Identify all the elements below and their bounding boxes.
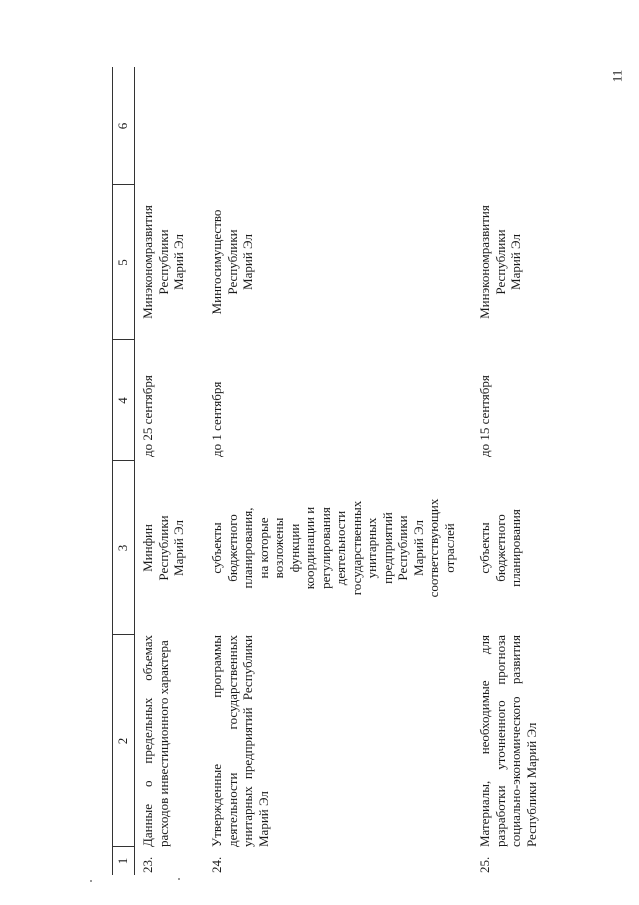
row-24-responsible-line: Республики xyxy=(395,515,410,581)
header-bottom-rule xyxy=(134,67,135,875)
row-25-deadline: до 15 сентября xyxy=(477,375,492,457)
page-number: 11 xyxy=(609,69,625,83)
row-23-recipient-line: Республики xyxy=(155,229,171,295)
row-24-responsible-line: Марий Эл xyxy=(410,520,426,576)
row-24-responsible-line: предприятий xyxy=(379,512,395,584)
header-col-3: 3 xyxy=(115,544,130,552)
row-24-responsible xyxy=(209,465,457,631)
row-24-responsible-line: функции xyxy=(286,523,302,573)
row-25-recipient xyxy=(477,177,524,347)
row-24-responsible-line: отраслей xyxy=(441,523,457,573)
row-24-responsible-line: бюджетного xyxy=(224,514,240,582)
scan-speck xyxy=(90,880,92,882)
row-24-responsible-line: унитарных xyxy=(364,517,379,579)
row-23-responsible xyxy=(140,471,187,625)
row-24-recipient-line: Марий Эл xyxy=(240,234,255,290)
row-23-recipient xyxy=(140,177,187,347)
row-25-number: 25. xyxy=(477,856,492,873)
header-col-6: 6 xyxy=(115,122,130,130)
row-24-responsible-line: деятельности xyxy=(333,510,348,586)
row-23-responsible-line: Марий Эл xyxy=(171,520,186,576)
row-23-responsible-line: Республики xyxy=(155,515,171,581)
row-25-responsible-line: планирования xyxy=(508,509,523,587)
row-23-recipient-line: Минэкономразвития xyxy=(140,205,155,319)
row-24-responsible-line: регулирования xyxy=(317,507,333,589)
row-24-responsible-line: субъекты xyxy=(209,522,224,574)
row-25-description: Материалы, необходимые для разработки уточненного прогноза социально-экономического развития Республики Марий Эл xyxy=(477,635,539,847)
row-25-recipient-line: Республики xyxy=(492,229,508,295)
row-23-description: Данные о предельных объемах расходов инвестиционного характера xyxy=(140,635,171,847)
row-24-description: Утвержденные программы деятельности государственных унитарных предприятий Республики Марий Эл xyxy=(209,635,271,847)
row-24-recipient-line: Мингосимущество xyxy=(209,209,224,315)
row-25-recipient-line: Марий Эл xyxy=(508,234,523,290)
header-col-4: 4 xyxy=(115,397,130,404)
row-24-responsible-line: соответствующих xyxy=(426,498,441,598)
row-25-responsible xyxy=(477,471,524,625)
header-col-1: 1 xyxy=(115,857,130,865)
row-23-number: 23. xyxy=(140,856,155,873)
row-24-responsible-line: координации и xyxy=(302,506,317,590)
row-24-deadline: до 1 сентября xyxy=(209,381,224,457)
scan-speck xyxy=(178,878,180,880)
rotated-table xyxy=(112,67,539,875)
row-24-responsible-line: государственных xyxy=(348,500,364,596)
row-25-responsible-line: субъекты xyxy=(477,522,492,574)
header-col-5: 5 xyxy=(115,259,130,266)
row-24-responsible-line: возложены xyxy=(271,517,286,579)
header-col-2: 2 xyxy=(115,737,130,745)
row-23-recipient-line: Марий Эл xyxy=(171,234,186,290)
row-24-number: 24. xyxy=(209,856,224,873)
row-24-recipient-line: Республики xyxy=(224,229,240,295)
row-24-responsible-line: планирования, xyxy=(240,507,255,589)
row-25-responsible-line: бюджетного xyxy=(492,514,508,582)
row-24-responsible-line: на которые xyxy=(255,517,271,579)
row-23-deadline: до 25 сентября xyxy=(140,375,155,457)
row-23-responsible-line: Минфин xyxy=(140,524,155,572)
row-24-recipient xyxy=(209,177,256,347)
row-25-recipient-line: Минэкономразвития xyxy=(477,205,492,319)
